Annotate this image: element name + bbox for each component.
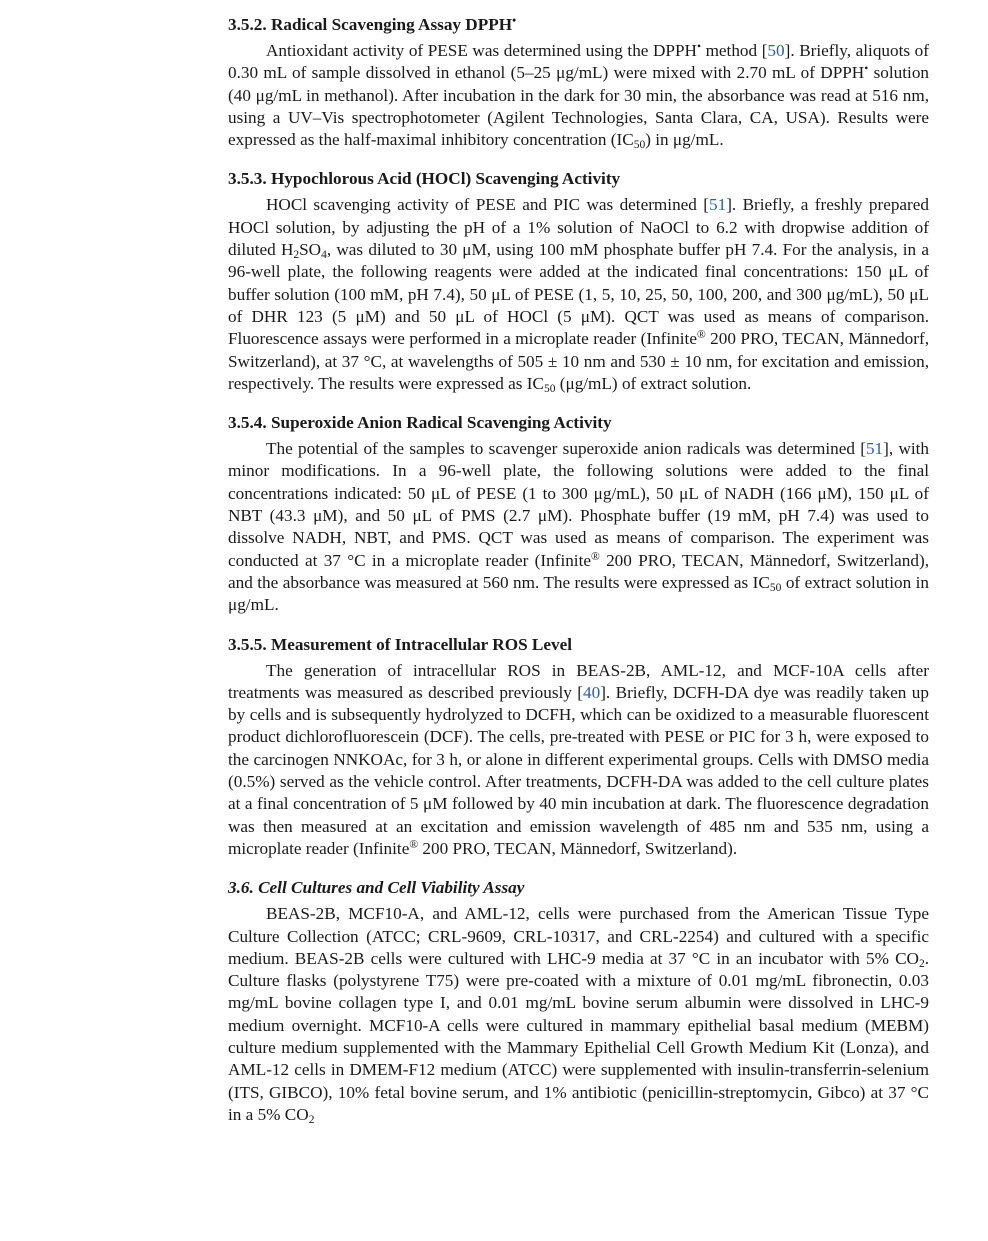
reference-link[interactable]: 51 (865, 439, 884, 459)
reference-link[interactable]: 51 (709, 195, 727, 215)
section-paragraph: The potential of the samples to scavenger superoxide anion radicals was determined [51], with minor modifications. In a 96-well plate, the following solutions were added to the final concentrations indicated: 50 μL of PESE (1 to 300 μg/mL), 50 μL of NADH (166 μM), 150 μL of NBT (43.3 μM), and 50 μL of PMS (2.7 μM). Phosphate buffer (19 mM, pH 7.4) was used to dissolve NADH, NBT, and PMS. QCT was used as means of comparison. The experiment was conducted at 37 °C in a microplate reader (Infinite® 200 PRO, TECAN, Männedorf, Switzerland), and the absorbance was measured at 560 nm. The results were expressed as $IC_{50}$ of extract solution in μg/mL. (228, 439, 929, 615)
section-paragraph: BEAS-2B, MCF10-A, and AML-12, cells were purchased from the American Tissue Type Culture Collection (ATCC; CRL-9609, CRL-10317, and CRL-2254) and cultured with a specific medium. BEAS-2B cells were cultured with LHC-9 media at 37 °C in an incubator with 5% $CO_2$. Culture flasks (polystyrene T75) were pre-coated with a mixture of 0.01 mg/mL fibronectin, 0.03 mg/mL bovine collagen type I, and 0.01 mg/mL bovine serum albumin were dissolved in LHC-9 medium overnight. MCF10-A cells were cultured in mammary epithelial basal medium (MEBM) culture medium supplemented with the Mammary Epithelial Cell Growth Medium Kit (Lonza), and AML-12 cells in DMEM-F12 medium (ATCC) were supplemented with insulin-transferrin-selenium (ITS, GIBCO), 10% fetal bovine serum, and 1% antibiotic (penicillin-streptomycin, Gibco) at 37 °C in a 5% $CO_2$ (228, 904, 929, 1126)
section-ros (228, 634, 929, 861)
section-paragraph: The generation of intracellular ROS in BEAS-2B, AML-12, and MCF-10A cells after treatments was measured as described previously [40]. Briefly, DCFH-DA dye was readily taken up by cells and is subsequently hydrolyzed to DCFH, which can be oxidized to a measurable fluorescent product dichlorofluorescein (DCF). The cells, pre-treated with PESE or PIC for 3 h, were exposed to the carcinogen NNKOAc, for 3 h, or alone in different experimental groups. Cells with DMSO media (0.5%) served as the vehicle control. After treatments, DCFH-DA was added to the cell culture plates at a final concentration of 5 μM followed by 40 min incubation at dark. The fluorescence degradation was then measured at an excitation and emission wavelength of 485 nm and 535 nm, using a microplate reader (Infinite® 200 PRO, TECAN, Männedorf, Switzerland). (228, 660, 929, 858)
reference-link[interactable]: 40 (583, 682, 601, 702)
section-heading: 3.5.5. Measurement of Intracellular ROS Level (228, 634, 573, 654)
section-heading: 3.6. Cell Cultures and Cell Viability Assay (228, 878, 525, 898)
section-heading: 3.5.2. Radical Scavenging Assay DPPH• (228, 15, 517, 34)
paper-page (228, 14, 929, 1126)
section-cell-cultures (228, 877, 929, 1126)
section-dpph (228, 14, 929, 151)
section-paragraph: Antioxidant activity of PESE was determined using the DPPH• method [50]. Briefly, aliquots of 0.30 mL of sample dissolved in ethanol (5–25 μg/mL) were mixed with 2.70 mL of DPPH• solution (40 μg/mL in methanol). After incubation in the dark for 30 min, the absorbance was read at 516 nm, using a UV–Vis spectrophotometer (Agilent Technologies, Santa Clara, CA, USA). Results were expressed as the half-maximal inhibitory concentration $(IC_{50})$ in μg/mL. (228, 41, 930, 152)
section-heading: 3.5.3. Hypochlorous Acid (HOCl) Scavenging Activity (228, 169, 621, 189)
section-heading: 3.5.4. Superoxide Anion Radical Scavenging Activity (228, 413, 612, 433)
section-hocl (228, 168, 929, 395)
reference-link[interactable]: 50 (767, 41, 785, 60)
section-paragraph: HOCl scavenging activity of PESE and PIC was determined [51]. Briefly, a freshly prepared HOCl solution, by adjusting the pH of a 1% solution of NaOCl to 6.2 with dropwise addition of diluted $H_2SO_4$, was diluted to 30 μM, using 100 mM phosphate buffer pH 7.4. For the analysis, in a 96-well plate, the following reagents were added at the indicated final concentrations: 150 μL of buffer solution (100 mM, pH 7.4), 50 μL of PESE (1, 5, 10, 25, 50, 100, 200, and 300 μg/mL), 50 μL of DHR 123 (5 μM) and 50 μL of HOCl (5 μM). QCT was used as means of comparison. Fluorescence assays were performed in a microplate reader (Infinite® 200 PRO, TECAN, Männedorf, Switzerland), at 37 °C, at wavelengths of 505 ± 10 nm and 530 ± 10 nm, for excitation and emission, respectively. The results were expressed as $IC_{50}$ (μg/mL) of extract solution. (228, 195, 930, 395)
section-superoxide (228, 412, 929, 616)
